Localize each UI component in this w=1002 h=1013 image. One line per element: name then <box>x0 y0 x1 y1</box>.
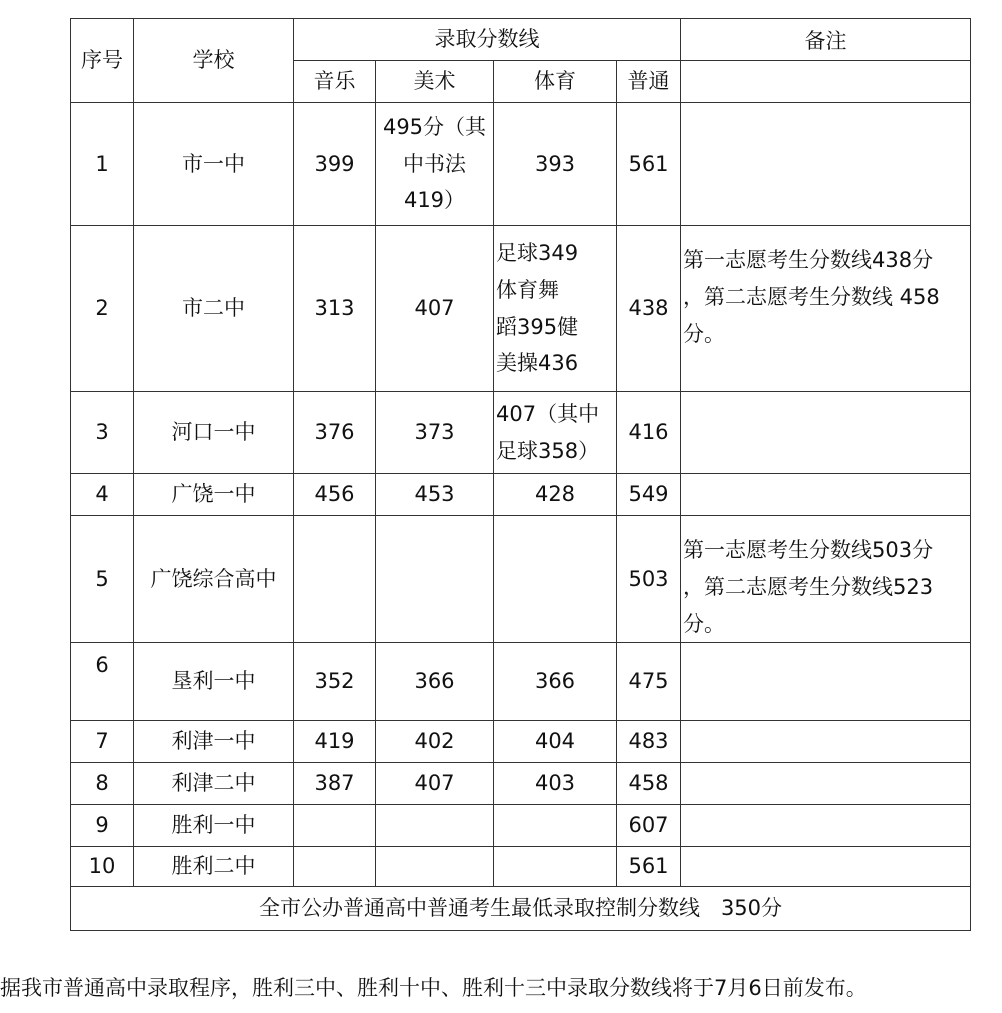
row-school: 垦利一中 <box>134 643 294 721</box>
row-index: 10 <box>71 847 134 887</box>
row-art-score: 366 <box>376 643 494 721</box>
row-art-score-line: 419） <box>403 188 466 213</box>
row-art-score: 453 <box>376 474 494 516</box>
row-school: 胜利二中 <box>134 847 294 887</box>
row-regular-score: 503 <box>617 516 681 643</box>
row-remarks-line: 第一志愿考生分数线438分 <box>683 248 934 272</box>
row-sports-score <box>494 805 617 847</box>
header-remarks-blank <box>681 61 971 103</box>
header-regular: 普通 <box>617 61 681 103</box>
row-art-score-line: 495分（其 <box>382 114 487 139</box>
row-remarks <box>681 805 971 847</box>
table-row <box>71 392 971 474</box>
row-regular-score: 475 <box>617 643 681 721</box>
row-regular-score: 561 <box>617 103 681 226</box>
row-index: 4 <box>71 474 134 516</box>
row-remarks <box>681 474 971 516</box>
row-index: 6 <box>71 643 134 721</box>
row-sports-score <box>494 392 617 474</box>
table-row <box>71 103 971 226</box>
row-remarks <box>681 103 971 226</box>
row-school: 利津一中 <box>134 721 294 763</box>
row-art-score-line: 中书法 <box>403 151 466 176</box>
row-sports-score <box>494 847 617 887</box>
table-row <box>71 763 971 805</box>
header-remarks: 备注 <box>681 19 971 61</box>
row-remarks-line: 分。 <box>683 611 725 636</box>
row-school: 广饶一中 <box>134 474 294 516</box>
row-music-score <box>294 805 376 847</box>
row-music-score: 352 <box>294 643 376 721</box>
row-sports-score: 366 <box>494 643 617 721</box>
row-music-score: 399 <box>294 103 376 226</box>
row-music-score: 376 <box>294 392 376 474</box>
row-music-score <box>294 847 376 887</box>
row-music-score: 387 <box>294 763 376 805</box>
header-school: 学校 <box>134 19 294 103</box>
row-music-score: 456 <box>294 474 376 516</box>
row-art-score: 407 <box>376 763 494 805</box>
table-row <box>71 474 971 516</box>
row-remarks-line: ，第二志愿考生分数线523 <box>683 574 934 599</box>
row-school: 市二中 <box>134 226 294 392</box>
table-row <box>71 721 971 763</box>
row-index: 2 <box>71 226 134 392</box>
row-school: 广饶综合高中 <box>134 516 294 643</box>
table-row <box>71 516 971 643</box>
row-index: 7 <box>71 721 134 763</box>
table-row <box>71 226 971 392</box>
table-row <box>71 643 971 721</box>
row-sports-score: 428 <box>494 474 617 516</box>
row-art-score: 402 <box>376 721 494 763</box>
row-sports-score-line: 足球358） <box>496 438 600 463</box>
row-music-score <box>294 516 376 643</box>
row-art-score <box>376 847 494 887</box>
header-art: 美术 <box>376 61 494 103</box>
row-remarks <box>681 763 971 805</box>
row-art-score: 373 <box>376 392 494 474</box>
row-regular-score: 549 <box>617 474 681 516</box>
row-remarks <box>681 847 971 887</box>
row-sports-score-line: 足球349 <box>496 241 579 265</box>
row-sports-score <box>494 516 617 643</box>
row-remarks <box>681 226 971 392</box>
row-regular-score: 438 <box>617 226 681 392</box>
header-music: 音乐 <box>294 61 376 103</box>
row-remarks-line: 第一志愿考生分数线503分 <box>683 538 934 562</box>
row-music-score: 419 <box>294 721 376 763</box>
row-index: 1 <box>71 103 134 226</box>
row-art-score: 407 <box>376 226 494 392</box>
admission-score-table <box>70 18 971 931</box>
row-index: 5 <box>71 516 134 643</box>
row-regular-score: 458 <box>617 763 681 805</box>
header-score-line: 录取分数线 <box>294 19 681 61</box>
row-school: 胜利一中 <box>134 805 294 847</box>
row-art-score <box>376 103 494 226</box>
row-regular-score: 416 <box>617 392 681 474</box>
row-regular-score: 483 <box>617 721 681 763</box>
row-sports-score: 403 <box>494 763 617 805</box>
row-sports-score-line: 蹈395健 <box>496 314 579 339</box>
row-remarks <box>681 721 971 763</box>
row-regular-score: 607 <box>617 805 681 847</box>
row-index: 8 <box>71 763 134 805</box>
row-school: 市一中 <box>134 103 294 226</box>
footer-note: 据我市普通高中录取程序，胜利三中、胜利十中、胜利十三中录取分数线将于7月6日前发布。 <box>0 976 867 1000</box>
table-row <box>71 805 971 847</box>
row-index: 9 <box>71 805 134 847</box>
row-remarks-line: ，第二志愿考生分数线 458 <box>683 284 940 309</box>
summary-row: 全市公办普通高中普通考生最低录取控制分数线 350分 <box>71 887 971 931</box>
row-sports-score: 393 <box>494 103 617 226</box>
row-index: 3 <box>71 392 134 474</box>
row-art-score <box>376 805 494 847</box>
row-school: 利津二中 <box>134 763 294 805</box>
row-sports-score-line: 407（其中 <box>496 401 600 426</box>
header-sports: 体育 <box>494 61 617 103</box>
header-index: 序号 <box>71 19 134 103</box>
row-sports-score: 404 <box>494 721 617 763</box>
row-remarks <box>681 516 971 643</box>
row-remarks-line: 分。 <box>683 321 725 346</box>
row-regular-score: 561 <box>617 847 681 887</box>
row-art-score <box>376 516 494 643</box>
row-remarks <box>681 643 971 721</box>
row-remarks <box>681 392 971 474</box>
row-school: 河口一中 <box>134 392 294 474</box>
row-sports-score-line: 美操436 <box>496 351 579 376</box>
table-row <box>71 847 971 887</box>
row-sports-score <box>494 226 617 392</box>
row-sports-score-line: 体育舞 <box>496 277 559 302</box>
row-music-score: 313 <box>294 226 376 392</box>
